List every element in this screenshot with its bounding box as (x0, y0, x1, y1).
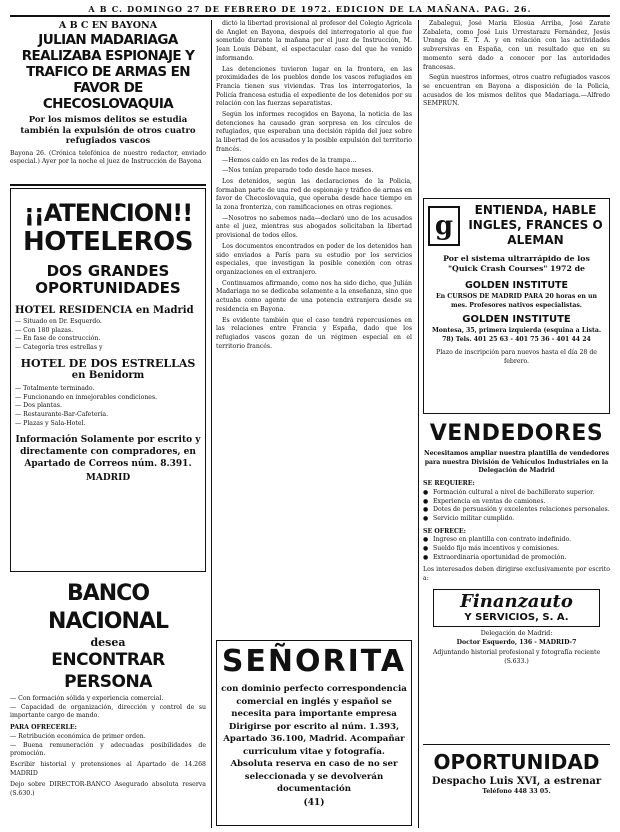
ad-hoteleros-attention: ¡¡ATENCION!! (23, 199, 193, 227)
finanzauto-logo (433, 589, 600, 627)
list-item: ● Formación cultural a nivel de bachillerato superior. (423, 489, 610, 498)
ad-vendedores-ofrece: SE OFRECE: (423, 527, 466, 535)
paragraph: Es evidente también que el caso tendrá repercusiones en las relaciones entre Francia y España, dado que los refugiados vascos gozan de un régimen especial en el territorio francés. (216, 316, 412, 350)
ad-banco-encontrar: ENCONTRAR PERSONA (51, 650, 165, 692)
ad-banco-offer-label: PARA OFRECERLE: (10, 724, 77, 732)
list-item: — Funcionando en inmejorables condiciones. (15, 394, 201, 403)
paragraph: —Nosotros no sabemos nada—declaró uno de los acusados ante el juez, mientras sus abogados solicitaban la libertad provisional de todos ellos. (216, 214, 412, 240)
ad-ingles-title: ENTIENDA, HABLE INGLES, FRANCES O ALEMAN (468, 203, 603, 247)
ad-senorita-body: con dominio perfecto correspondencia comercial en inglés y español se necesita para importante empresa Dirigirse por escrito al núm. 1.393, Apartado 36.100, Madrid. Acompañar curriculum vitae y fotografía. Absoluta reserva en caso de no ser seleccionada y se devolverán documentación (221, 684, 407, 794)
list-item: — Buena remuneración y adecuadas posibilidades de promoción. (10, 742, 206, 759)
article-col3 (423, 20, 610, 196)
ad-ingles (423, 198, 610, 414)
ad-hotel2-title: HOTEL DE DOS ESTRELLAS (20, 356, 196, 370)
list-item: — Retribución económica de primer orden. (10, 733, 206, 742)
paragraph: Según los informes recogidos en Bayona, la noticia de las detenciones ha causado gran sorpresa en los círculos de refugiados, que esperaban una decisión rápida del juez sobre la libertad de los acusados y la posible expulsión del territorio francés. (216, 111, 412, 153)
list-item: ● Ingreso en plantilla con contrato indefinido. (423, 536, 610, 545)
list-item: — Restaurante-Bar-Cafetería. (15, 411, 201, 420)
ad-vendedores-title: VENDEDORES (429, 421, 604, 446)
ad-hoteleros-info: Información Solamente por escrito y directamente con compradores, en Apartado de Correos núm. 8.391. (15, 435, 201, 470)
article-col2 (216, 20, 412, 638)
article-headline: JULIAN MADARIAGA REALIZABA ESPIONAJE Y TRAFICO DE ARMAS EN FAVOR DE CHECOSLOVAQUIA (21, 32, 195, 112)
rule (10, 184, 206, 186)
ad-vendedores-intro: Necesitamos ampliar nuestra plantilla de vendedores para nuestra División de Vehículos Industriales en la Delegación de Madrid (423, 450, 610, 475)
list-item: — Totalmente terminado. (15, 385, 201, 394)
ad-hoteleros-title: HOTELEROS (22, 227, 194, 257)
column-rule (418, 20, 419, 828)
ad-ingles-golden2: GOLDEN INSTITUTE (462, 314, 571, 326)
list-item: — En fase de construcción. (15, 335, 201, 344)
list-item: — Dos plantas. (15, 402, 201, 411)
paragraph: —Nos tenían preparado todo desde hace meses. (222, 167, 374, 175)
ad-senorita-code: (41) (303, 797, 325, 808)
list-item: — Con formación sólida y experiencia comercial. (10, 695, 206, 704)
ad-hoteleros-city: MADRID (85, 473, 131, 484)
ad-vendedores-offers (423, 536, 610, 562)
finanzauto-logo-sub: Y SERVICIOS, S. A. (464, 611, 569, 623)
list-item: — Con 180 plazas. (15, 327, 201, 336)
finanzauto-logo-name: Finanzauto (460, 590, 573, 612)
column-rule (211, 20, 212, 828)
ad-vendedores-closing: Los interesados deben dirigirse exclusivamente por escrito a: (423, 566, 610, 583)
list-item: ● Extraordinaria oportunidad de promoción. (423, 554, 610, 563)
ad-vendedores-requiere: SE REQUIERE: (423, 480, 475, 488)
list-item: ● Dotes de persuasión y excelentes relaciones personales. (423, 506, 610, 515)
ad-oportunidad-tel: Teléfono 448 33 05. (482, 788, 551, 795)
ad-hotel2-place: en Benidorm (71, 369, 145, 381)
ad-vendedores-adjunto: Adjuntando historial profesional y fotografía reciente (S.633.) (432, 649, 601, 665)
ad-ingles-gi-body: En CURSOS DE MADRID PARA 20 horas en un mes. Profesores nativos especialistas. (435, 293, 598, 309)
list-item: — Categoría tres estrellas y (15, 344, 201, 353)
ad-senorita-title: SEÑORITA (221, 644, 407, 679)
paragraph: Continuamos afirmando, como nos ha sido dicho, que Julián Madariaga no se dedicaba solamente a la enseñanza, sino que actuaba como agente de una potencia extranjera desde su residencia en Bayona. (216, 279, 412, 313)
article-dateline: Bayona 26. (Crónica telefónica de nuestro redactor, enviado especial.) Ayer por la noche el juez de Instrucción de Bayona (10, 149, 206, 166)
ad-banco-footer: Dejo sobre DIRECTOR-BANCO Asegurado absoluta reserva (S.630.) (10, 781, 206, 798)
list-item: — Situado en Dr. Esquerdo. (15, 318, 201, 327)
paragraph: Los detenidos, según las declaraciones de la Policía, formaban parte de una red de espionaje y tráfico de armas en favor de Checoslovaquia, que operaba desde hace tiempo en la zona fronteriza, con ramificaciones en otras regiones. (216, 177, 412, 212)
ad-oportunidad (423, 744, 610, 828)
paragraph: Los documentos encontrados en poder de los detenidos han sido enviados a París para su estudio por los servicios especiales, que investigan la posible conexión con otras organizaciones en el extranjero. (216, 242, 412, 276)
ad-hotel1-items (15, 318, 201, 353)
list-item: ● Sueldo fijo más incentivos y comisiones. (423, 545, 610, 554)
paragraph: Zabalegui, José María Elosúa Arriba, José Zarate Zabaleta, como José Luis Urrestarazu Fernández, Jesús Uranga de E. T. A. y en relación con las actividades subversivas en España, con un resultado que en su momento será dado a conocer por las autoridades francesas. (423, 20, 610, 71)
ad-senorita (216, 640, 412, 826)
ad-vendedores-delegacion: Delegación de Madrid: (480, 629, 553, 637)
golden-logo-icon: g (428, 206, 460, 246)
ad-banco-reqs (10, 695, 206, 721)
page-header: A B C. DOMINGO 27 DE FEBRERO DE 1972. EDICION DE LA MAÑANA. PAG. 26. (88, 4, 532, 14)
ad-vendedores-reqs (423, 489, 610, 524)
ad-ingles-address: Montesa, 35, primera izquierda (esquina a Lista. 78) Tels. 401 25 63 - 401 75 36 - 401 44 24 (431, 327, 602, 344)
ad-ingles-body: Por el sistema ultrarrápido de los "Quick Crash Courses" 1972 de (443, 254, 590, 273)
list-item: — Plazas y Sala-Hotel. (15, 420, 201, 429)
article-head (10, 20, 206, 167)
ad-banco-contact: Escribir historial y pretensiones al Apartado de 14.268 MADRID (10, 760, 206, 777)
header-rule (10, 15, 610, 17)
list-item: ● Servicio militar cumplido. (423, 515, 610, 524)
ad-banco-offers (10, 733, 206, 759)
ad-vendedores-address: Doctor Esquerdo, 136 - MADRID-7 (456, 638, 577, 646)
ad-banco-title: BANCO NACIONAL (48, 581, 168, 634)
ad-vendedores (423, 420, 610, 738)
paragraph: —Hemos caído en las redes de la trampa... (222, 156, 357, 164)
paragraph: dictó la libertad provisional al profesor del Colegio Agrícola de Anglet en Bayona, después del interrogatorio al que fue sometido durante la mañana por el juez de Instrucción, M. Jean Louis Débant, el espectacular caso del que he venido informando. (216, 20, 412, 62)
list-item: — Capacidad de organización, dirección y control de su importante cargo de mando. (10, 704, 206, 721)
ad-oportunidad-title: OPORTUNIDAD (433, 750, 600, 774)
paragraph: Según nuestros informes, otros cuatro refugiados vascos se encuentran en Bayona a disposición de la Policía, acusados de los mismos delitos que Madariaga.—Alfredo SEMPRÚN. (423, 74, 610, 108)
ad-ingles-golden1: GOLDEN INSTITUTE (464, 280, 569, 291)
ad-hotel1-title: HOTEL RESIDENCIA en Madrid (15, 305, 194, 316)
ad-banco (10, 576, 206, 828)
ad-oportunidad-body: Despacho Luis XVI, a estrenar (431, 776, 602, 787)
ad-hoteleros-subtitle: DOS GRANDES OPORTUNIDADES (35, 262, 181, 297)
list-item: ● Experiencia en ventas de camiones. (423, 498, 610, 507)
ad-ingles-plazo: Plazo de inscripción para nuevos hasta el día 28 de febrero. (436, 348, 597, 365)
ad-hotel2-items (15, 385, 201, 429)
paragraph: Las detenciones tuvieron lugar en la frontera, en las proximidades de los pueblos donde los vascos refugiados en Francia tienen sus viviendas. Tras los interrogatorios, la Policía francesa estudia el expediente de los detenidos por su relación con las fuerzas separatistas. (216, 65, 412, 108)
ad-hoteleros (10, 188, 206, 572)
article-kicker: A B C EN BAYONA (58, 20, 158, 31)
article-subhead: Por los mismos delitos se estudia también la expulsión de otros cuatro refugiados vascos (20, 115, 196, 146)
ad-banco-desea: desea (90, 636, 126, 649)
